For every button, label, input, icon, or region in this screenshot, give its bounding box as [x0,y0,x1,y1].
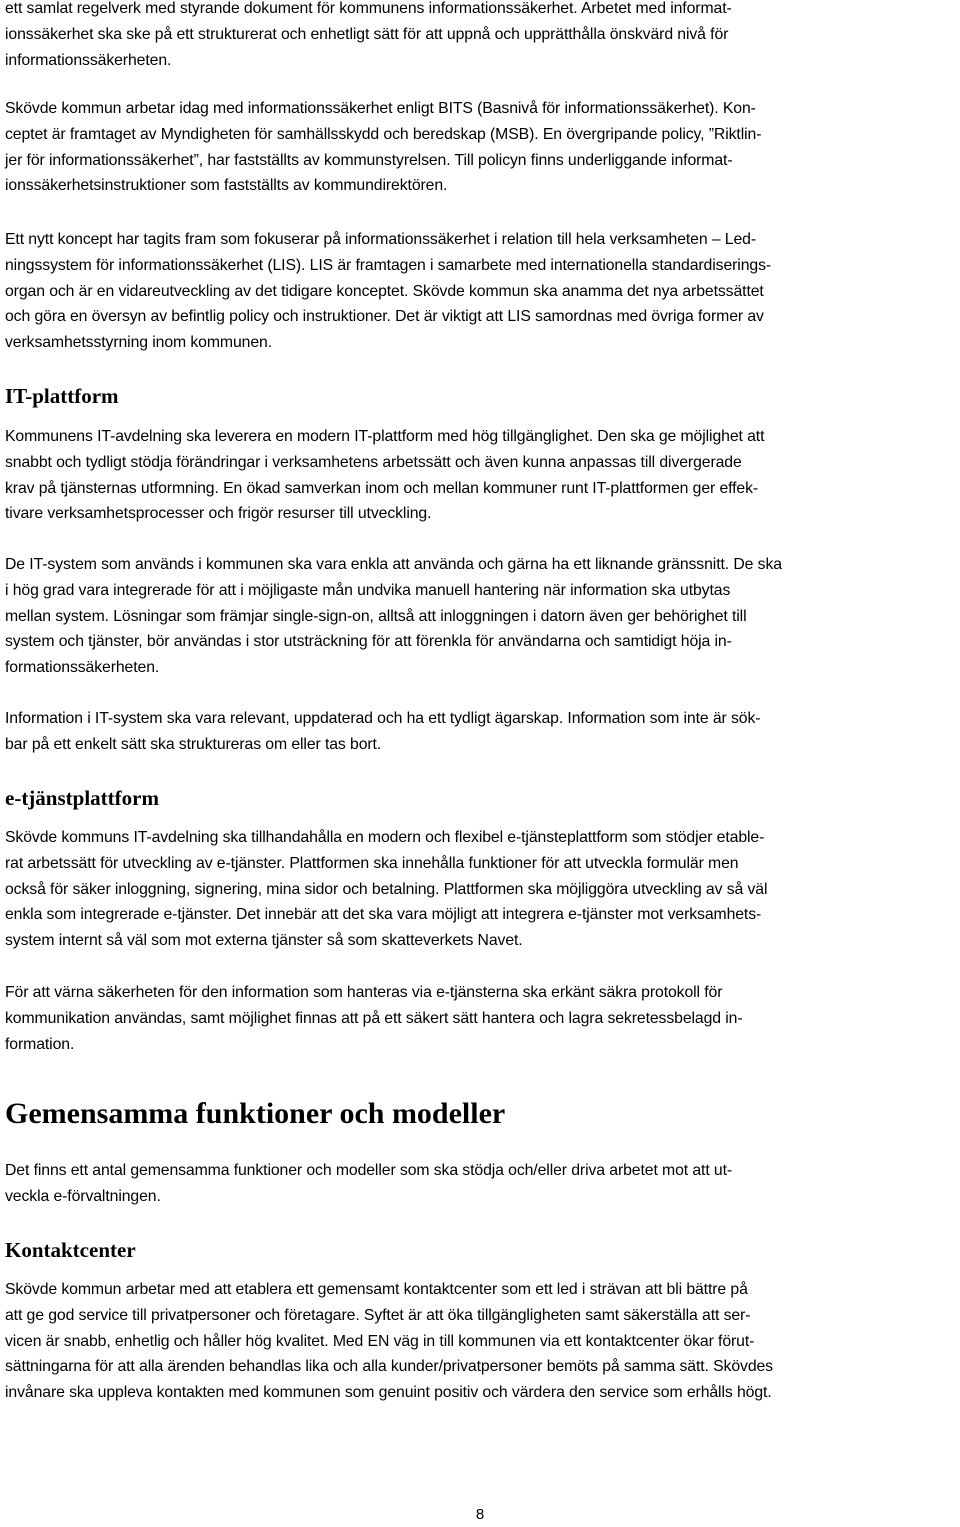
text-line: i hög grad vara integrerade för att i möjligaste mån undvika manuell hantering när information ska utbytas [5,581,731,599]
paragraph [5,424,957,527]
text-line: informationssäkerheten. [5,51,172,69]
text-line: vicen är snabb, enhetlig och håller hög kvalitet. Med EN väg in till kommunen via ett kontaktcenter ökar förut- [5,1332,755,1350]
text-line: och göra en översyn av befintlig policy och instruktioner. Det är viktigt att LIS samordnas med övriga former av [5,308,764,326]
text-line: Skövde kommuns IT-avdelning ska tillhandahålla en modern och flexibel e-tjänsteplattform som stödjer etable- [5,829,765,846]
text-line: verksamhetsstyrning inom kommunen. [5,334,273,352]
text-line: mellan system. Lösningar som främjar single-sign-on, alltså att inloggningen i datorn även ger behörighet till [5,607,747,625]
page-number: 8 [475,1506,485,1523]
paragraph [5,552,957,681]
text-line: enkla som integrerade e-tjänster. Det innebär att det ska vara möjligt att integrera e-tjänster mot verksamhets- [5,906,762,924]
text-line: sättningarna för att alla ärenden behandlas lika och alla kunder/privatpersoner bemöts på samma sätt. Skövdes [5,1358,773,1376]
heading-it-plattform: IT-plattform [5,384,119,408]
text-line: ett samlat regelverk med styrande dokument för kommunens informationssäkerhet. Arbetet med informat- [5,0,732,17]
paragraph [5,0,957,73]
text-line: organ och är en vidareutveckling av det tidigare konceptet. Skövde kommun ska anamma det nya arbetssättet [5,282,764,300]
text-line: ionssäkerhet ska ske på ett strukturerat och enhetligt sätt för att uppnå och upprätthålla önskvärd nivå för [5,25,729,43]
text-line: Ett nytt koncept har tagits fram som fokuserar på informationssäkerhet i relation till hela verksamheten – Led- [5,231,757,248]
text-line: För att värna säkerheten för den information som hanteras via e-tjänsterna ska erkänt säkra protokoll för [5,984,723,1001]
text-line: att ge god service till privatpersoner och företagare. Syftet är att öka tillgängligheten samt säkerställa att ser- [5,1306,751,1324]
text-line: Information i IT-system ska vara relevant, uppdaterad och ha ett tydligt ägarskap. Information som inte är sök- [5,710,761,727]
paragraph [5,980,957,1057]
text-line: kommunikation användas, samt möjlighet finnas att på ett säkert sätt hantera och lagra sekretessbelagd in- [5,1009,743,1027]
heading-e-tjanstplattform: e-tjänstplattform [5,786,159,810]
text-line: system internt så väl som mot externa tjänster så som skatteverkets Navet. [5,932,523,950]
text-line: rat arbetssätt för utveckling av e-tjänster. Plattformen ska innehålla funktioner för att utveckla formulär men [5,854,739,872]
paragraph [5,227,957,356]
text-line: Kommunens IT-avdelning ska leverera en modern IT-plattform med hög tillgänglighet. Den ska ge möjlighet att [5,428,765,445]
text-line: formationssäkerheten. [5,659,160,677]
text-line: Skövde kommun arbetar med att etablera ett gemensamt kontaktcenter som ett led i strävan att bli bättre på [5,1281,748,1298]
heading-kontaktcenter: Kontaktcenter [5,1238,136,1262]
text-line: också för säker inloggning, signering, mina sidor och betalning. Plattformen ska möjliggöra utveckling av så väl [5,880,768,898]
text-line: formation. [5,1035,75,1053]
paragraph [5,825,957,954]
text-line: Skövde kommun arbetar idag med informationssäkerhet enligt BITS (Basnivå för informationssäkerhet). Kon- [5,100,756,117]
text-line: invånare ska uppleva kontakten med kommunen som genuint positiv och värdera den service som erhålls högt. [5,1384,772,1402]
text-line: jer för informationssäkerhet”, har fastställts av kommunstyrelsen. Till policyn finns underliggande informat- [5,151,733,169]
text-line: system och tjänster, bör användas i stor utsträckning för att förenkla för användarna och samtidigt höja in- [5,633,732,651]
paragraph [5,96,957,199]
text-line: veckla e-förvaltningen. [5,1187,161,1205]
paragraph [5,1158,957,1210]
text-line: bar på ett enkelt sätt ska struktureras om eller tas bort. [5,735,382,753]
text-line: ningssystem för informationssäkerhet (LIS). LIS är framtagen i samarbete med internationella standardiserings- [5,256,772,274]
text-line: snabbt och tydligt stödja förändringar i verksamhetens arbetssätt och även kunna anpassas till divergerade [5,453,742,471]
text-line: tivare verksamhetsprocesser och frigör resurser till utveckling. [5,505,432,523]
paragraph [5,1277,957,1406]
text-line: ionssäkerhetsinstruktioner som fastställts av kommundirektören. [5,177,448,195]
text-line: Det finns ett antal gemensamma funktioner och modeller som ska stödja och/eller driva arbetet mot att ut- [5,1162,733,1179]
text-line: ceptet är framtaget av Myndigheten för samhällsskydd och beredskap (MSB). En övergripande policy, ”Riktlin- [5,125,762,143]
text-line: De IT-system som används i kommunen ska vara enkla att använda och gärna ha ett liknande gränssnitt. De ska [5,556,782,573]
text-line: krav på tjänsternas utformning. En ökad samverkan inom och mellan kommuner runt IT-plattformen ger effek- [5,479,759,497]
heading-gemensamma-funktioner: Gemensamma funktioner och modeller [5,1097,506,1130]
paragraph [5,706,957,758]
